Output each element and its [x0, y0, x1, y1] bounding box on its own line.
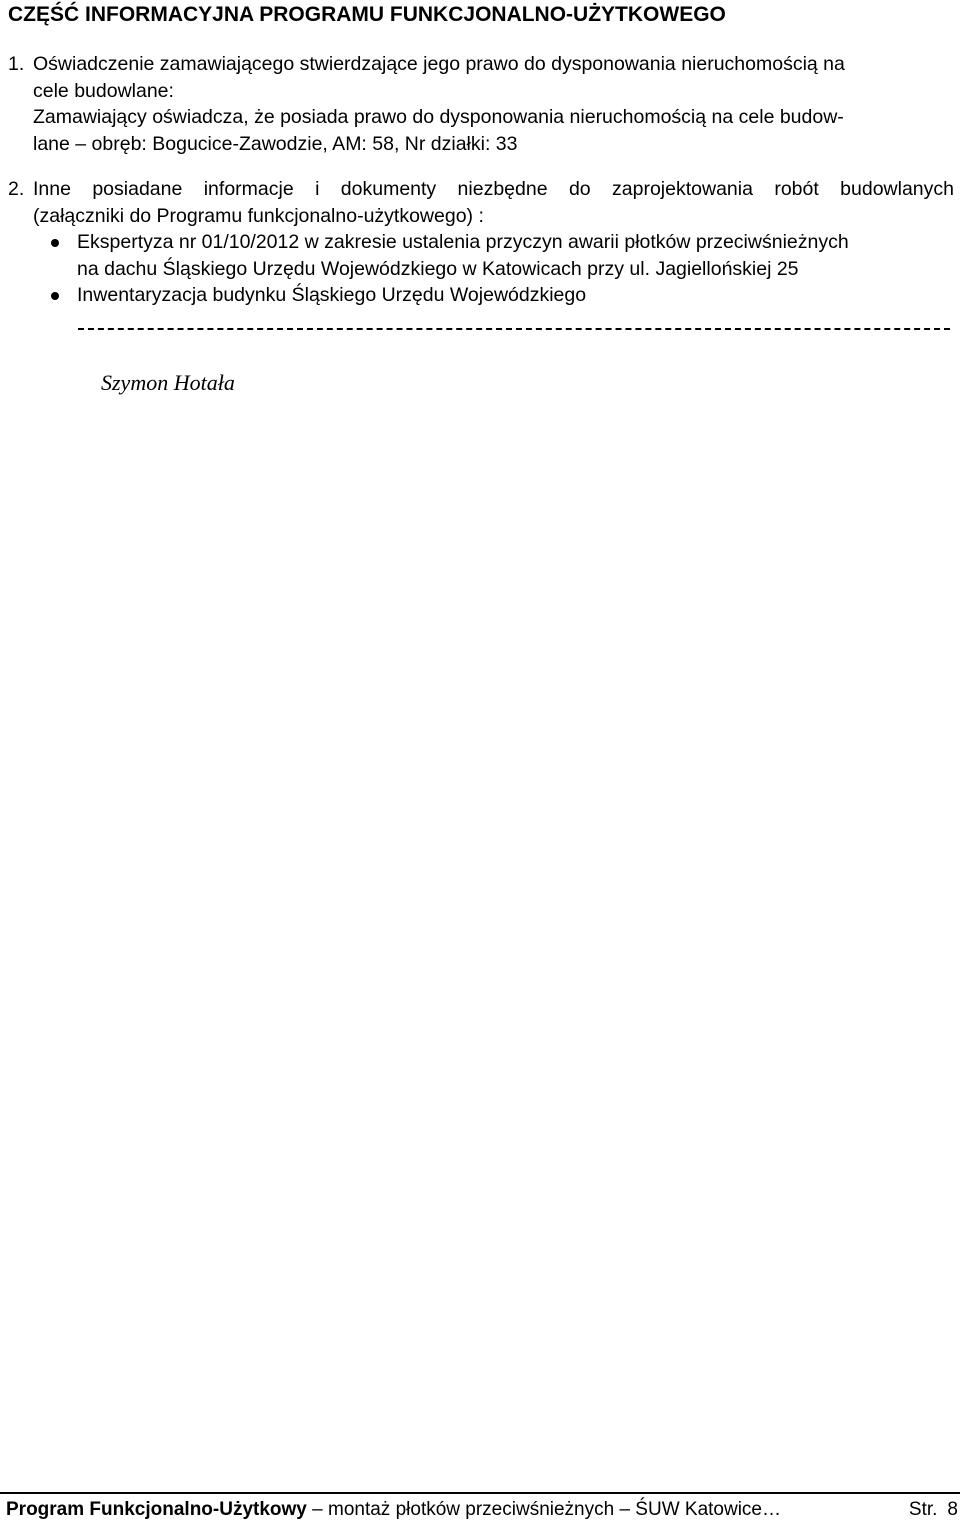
list-item-line-1: Inwentaryzacja budynku Śląskiego Urzędu Wojewódzkiego: [77, 284, 587, 306]
section-1-number: 1.: [8, 53, 25, 75]
signature: Szymon Hotała: [101, 370, 235, 395]
bullet-icon: [51, 292, 59, 300]
section-1-line-4: lane – obręb: Bogucice-Zawodzie, AM: 58, Nr działki: 33: [33, 132, 518, 155]
section-1-line-2: cele budowlane:: [33, 79, 174, 102]
footer-page: [909, 1497, 958, 1523]
footer-title: [6, 1499, 781, 1520]
footer-title-bold: Program Funkcjonalno-Użytkowy: [6, 1499, 307, 1520]
page-heading: CZĘŚĆ INFORMACYJNA PROGRAMU FUNKCJONALNO-UŻYTKOWEGO: [8, 3, 726, 26]
list-item: [8, 229, 954, 282]
section-1: [8, 51, 954, 157]
dashed-separator: [78, 328, 950, 330]
section-2-line-2: (załączniki do Programu funkcjonalno-użytkowego) :: [33, 204, 484, 227]
bullet-icon: [51, 239, 59, 247]
footer-rule: [0, 1492, 960, 1494]
section-1-line-3: Zamawiający oświadcza, że posiada prawo do dysponowania nieruchomością na cele budow-: [33, 106, 844, 128]
section-2: [8, 176, 954, 309]
page-number: 8: [947, 1499, 958, 1520]
footer-title-rest: – montaż płotków przeciwśnieżnych – ŚUW Katowice…: [306, 1499, 782, 1520]
page-label: Str.: [908, 1499, 938, 1520]
section-1-line-1: Oświadczenie zamawiającego stwierdzające jego prawo do dysponowania nieruchomością na: [33, 53, 845, 75]
list-item-line-2: na dachu Śląskiego Urzędu Wojewódzkiego w Katowicach przy ul. Jagiellońskiej 25: [77, 257, 799, 280]
list-item: [8, 282, 954, 309]
attachments-list: [8, 229, 954, 309]
page-footer: [6, 1497, 960, 1523]
section-2-line-1: Inne posiadane informacje i dokumenty niezbędne do zaprojektowania robót budowlanych: [33, 178, 954, 200]
section-2-number: 2.: [8, 178, 25, 200]
list-item-line-1: Ekspertyza nr 01/10/2012 w zakresie ustalenia przyczyn awarii płotków przeciwśnieżnych: [77, 231, 849, 253]
